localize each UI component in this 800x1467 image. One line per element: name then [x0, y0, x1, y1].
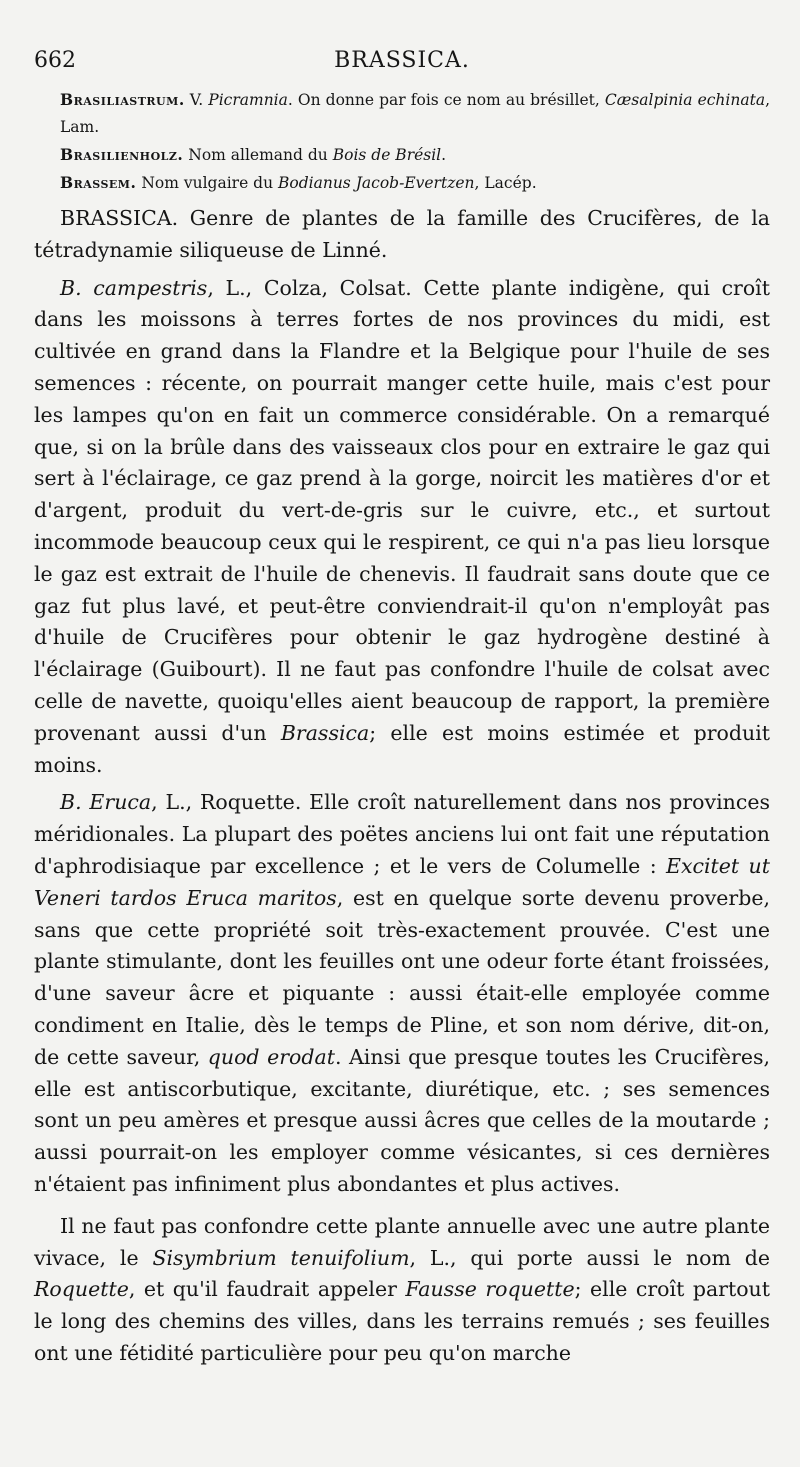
entry-brasilienholz [34, 141, 770, 169]
entry-text: . On donne par fois ce nom au brésillet, [287, 91, 605, 109]
entry-italic: Cæsalpinia echinata [604, 91, 766, 109]
entry-brasiliastrum [34, 86, 770, 141]
paragraph-text: , et qu'il faudrait appeler [128, 1277, 406, 1302]
verse-quote: Excitet ut Veneri tardos Eruca maritos [34, 853, 770, 910]
eruca-paragraph [34, 787, 770, 1200]
paragraph-italic: Brassica [280, 720, 370, 745]
paragraph-text: . Ainsi que presque toutes les Crucifères, elle est antiscorbutique, excitante, diurétique, etc. ; ses semences sont un peu amères et presque aussi âcres que celles de la moutarde ; aussi pourrait-on les employer comme vésicantes, si ces dernières n'étaient pas infiniment plus abondantes et plus actives. [34, 1044, 770, 1196]
entry-italic: Bodianus Jacob-Evertzen [278, 174, 475, 192]
entry-text: , Lacép. [474, 174, 537, 192]
genus-paragraph [34, 203, 770, 267]
entry-text: . [441, 146, 447, 164]
paragraph-text: ; elle est moins estimée et produit moins. [34, 720, 770, 777]
entry-text: , Lam. [60, 91, 770, 136]
entry-text: Nom allemand du [183, 146, 333, 164]
entry-brassem [34, 169, 770, 197]
genus-name: BRASSICA. [60, 206, 179, 230]
paragraph-text: , L., Colza, Colsat. Cette plante indigène, qui croît dans les moissons à terres fortes de nos provinces du midi, est cultivée en grand dans la Flandre et la Belgique pour l'huile de ses semences : récente, on pourrait manger cette huile, mais c'est pour les lampes qu'on en fait un commerce considérable. On a remarqué que, si on la brûle dans des vaisseaux clos pour en extraire le gaz qui sert à l'éclairage, ce gaz prend à la gorge, noircit les matières d'or et d'argent, produit du vert-de-gris sur le cuivre, etc., et surtout incommode beaucoup ceux qui le respirent, ce qui n'a pas lieu lorsque le gaz est extrait de l'huile de chenevis. Il faudrait sans doute que ce gaz fut plus lavé, et peut-être conviendrait-il qu'on n'employât pas d'huile de Crucifères pour obtenir le gaz hydrogène destiné à l'éclairage (Guibourt). Il ne faut pas confondre l'huile de colsat avec celle de navette, quoiqu'elles aient beaucoup de rapport, la première provenant aussi d'un [34, 275, 770, 745]
paragraph-italic: Roquette [34, 1277, 129, 1302]
paragraph-text: ; elle croît partout le long des chemins des villes, dans les terrains remués ; ses feuilles ont une fétidité particulière pour peu qu'on marche [34, 1277, 770, 1365]
running-head: BRASSICA. [334, 48, 470, 73]
species-name: B. Eruca [60, 790, 152, 815]
genus-text: Genre de plantes de la famille des Crucifères, de la tétradynamie siliqueuse de Linné. [34, 206, 770, 262]
sisymbrium-paragraph [34, 1211, 770, 1370]
page-header [34, 48, 770, 82]
entry-italic: Bois de Brésil [332, 146, 442, 164]
page-number: 662 [34, 48, 76, 73]
entry-term: Brasiliastrum. [60, 90, 185, 109]
entry-italic: Picramnia [208, 91, 288, 109]
page-body [34, 86, 770, 1370]
paragraph-text: , L., qui porte aussi le nom de [409, 1245, 770, 1270]
entry-text: Nom vulgaire du [136, 174, 278, 192]
paragraph-text: , L., Roquette. Elle croît naturellement dans nos provinces méridionales. La plupart des poëtes anciens lui ont fait une réputation d'aphrodisiaque par excellence ; et le vers de Columelle : [34, 790, 770, 878]
paragraph-text: Il ne faut pas confondre cette plante annuelle avec une autre plante vivace, le [34, 1213, 770, 1270]
entry-text: V. [184, 91, 209, 109]
paragraph-text: , est en quelque sorte devenu proverbe, sans que cette propriété soit très-exactement prouvée. C'est une plante stimulante, dont les feuilles ont une odeur forte étant froissées, d'une saveur âcre et piquante : aussi était-elle employée comme condiment en Italie, dès le temps de Pline, et son nom dérive, dit-on, de cette saveur, [34, 885, 770, 1069]
paragraph-italic: Fausse roquette [405, 1277, 575, 1302]
entry-term: Brassem. [60, 173, 137, 192]
species-name: B. campestris [60, 275, 208, 300]
paragraph-italic: Sisymbrium tenuifolium [152, 1245, 410, 1270]
latin-quote: quod erodat [207, 1044, 335, 1069]
entry-term: Brasilienholz. [60, 145, 184, 164]
campestris-paragraph [34, 273, 770, 782]
